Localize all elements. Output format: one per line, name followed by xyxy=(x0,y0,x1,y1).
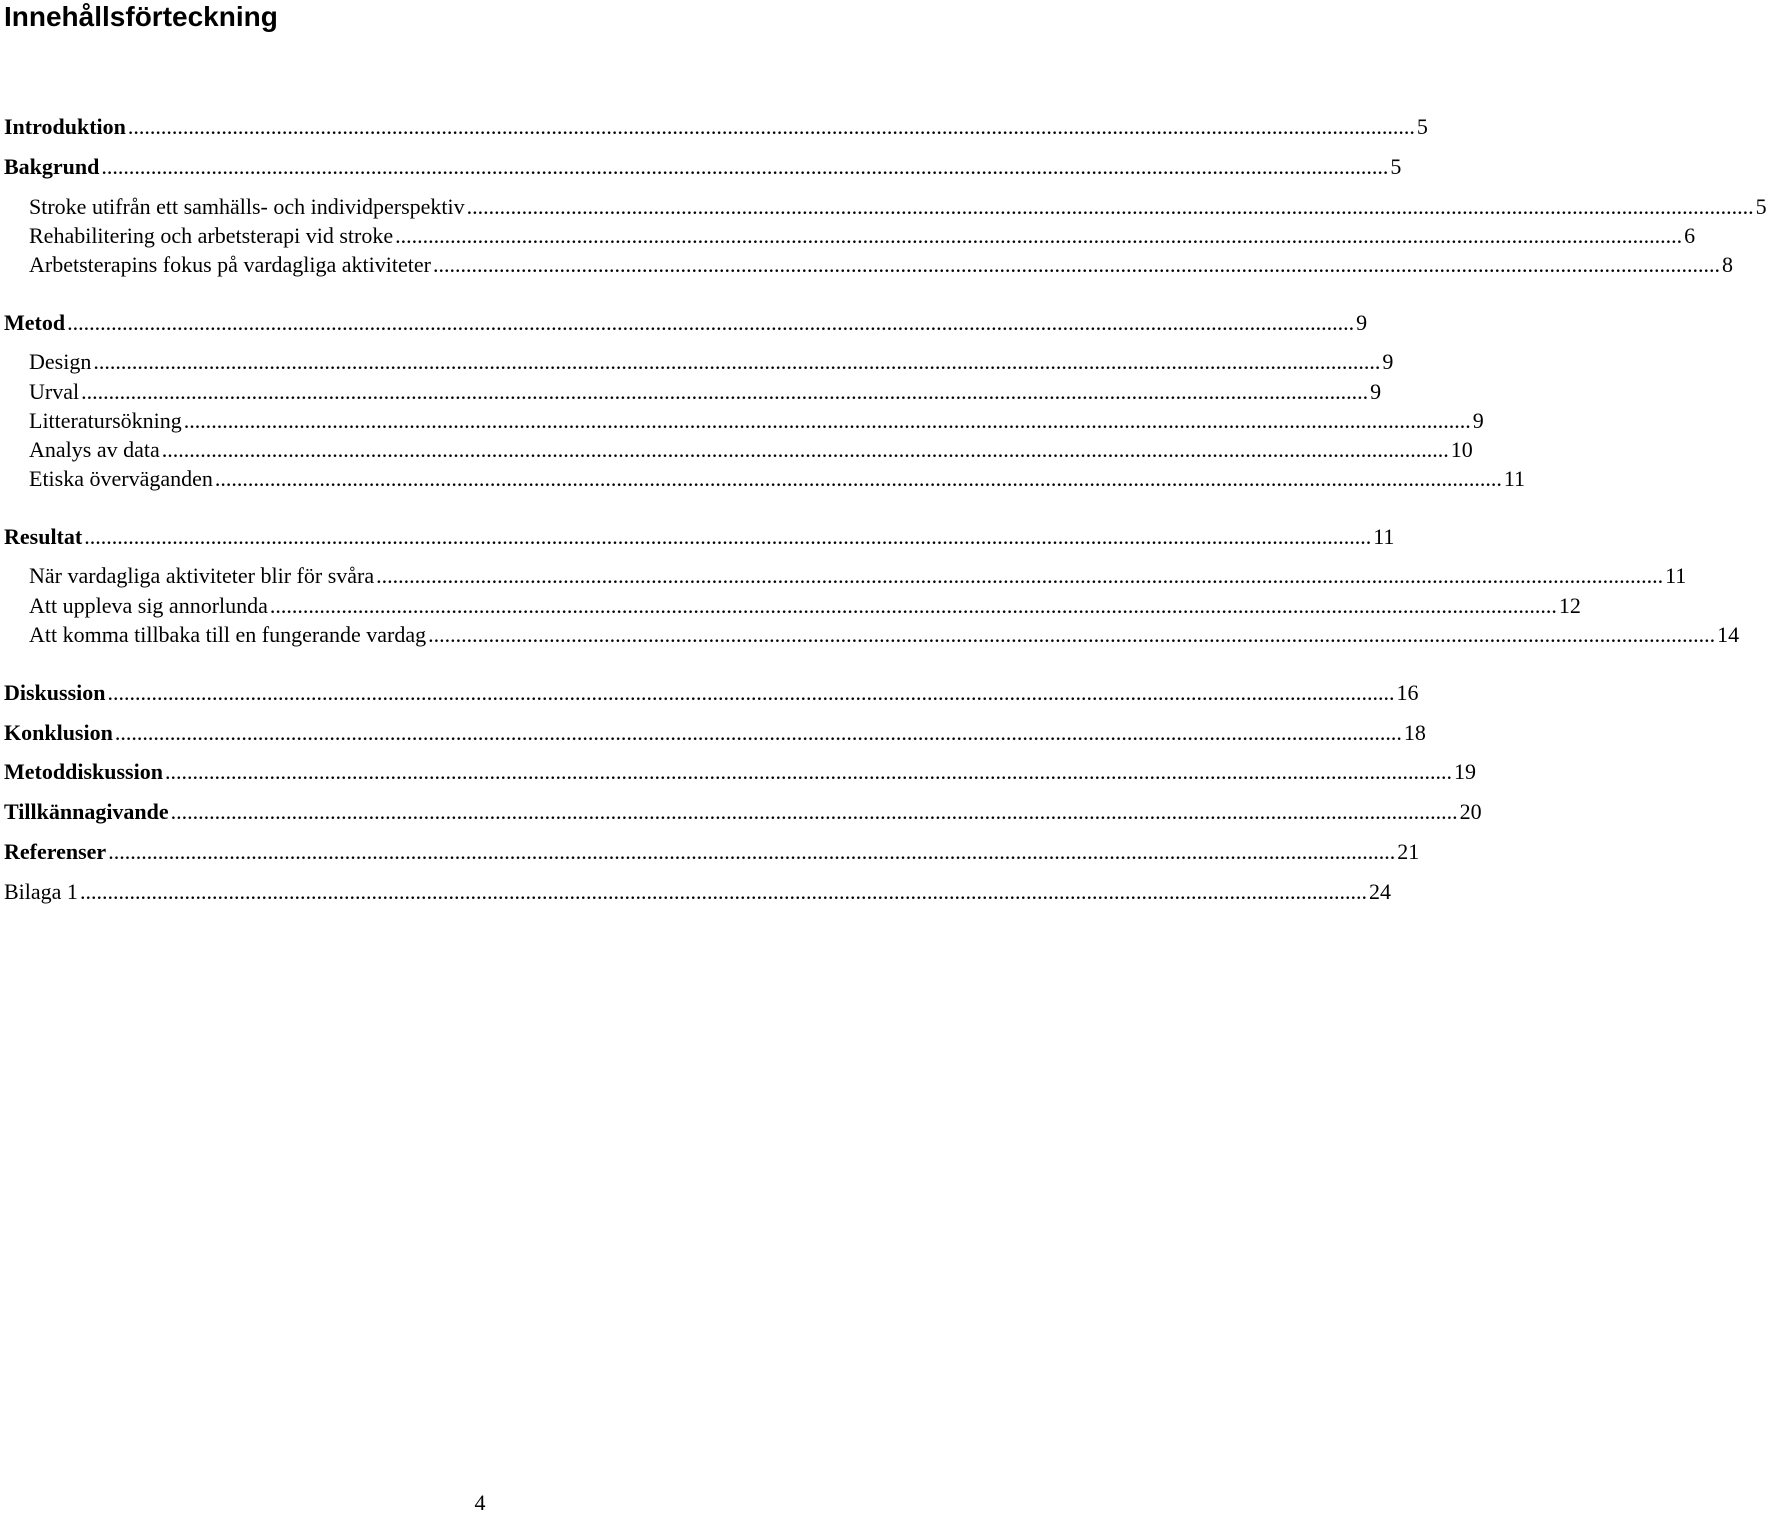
toc-entry-page: 21 xyxy=(1397,839,1420,864)
toc-entry-label: Rehabilitering och arbetsterapi vid stroke xyxy=(29,223,394,248)
toc-entry-nar-vardagliga-aktiviteter[interactable] xyxy=(0,562,1687,590)
toc-entry-label: Tillkännagivande xyxy=(4,799,169,824)
toc-leader-dots xyxy=(84,523,1371,551)
toc-entry-litteratursokning[interactable] xyxy=(0,407,1484,435)
toc-entry-page: 11 xyxy=(1503,466,1526,491)
toc-entry-label: Att komma tillbaka till en fungerande vardag xyxy=(29,622,427,647)
toc-entry-rehabilitering[interactable] xyxy=(0,222,1696,250)
toc-entry-page: 10 xyxy=(1450,437,1473,462)
toc-leader-dots xyxy=(162,436,1449,464)
toc-leader-dots xyxy=(376,562,1663,590)
toc-entry-metoddiskussion[interactable] xyxy=(0,758,1476,786)
toc-entry-label: Referenser xyxy=(4,839,107,864)
toc-entry-page: 11 xyxy=(1665,563,1687,588)
page-title: Innehållsförteckning xyxy=(4,1,278,32)
toc-entry-label: Introduktion xyxy=(4,114,126,139)
toc-entry-metod[interactable] xyxy=(0,309,1368,337)
toc-entry-label: Metod xyxy=(4,310,66,335)
toc-entry-label: Design xyxy=(29,349,92,374)
toc-entry-analys-av-data[interactable] xyxy=(0,436,1473,464)
toc-entry-label: Etiska överväganden xyxy=(29,466,213,491)
toc-entry-label: Bakgrund xyxy=(4,154,100,179)
toc-entry-label: När vardagliga aktiviteter blir för svåra xyxy=(29,563,375,588)
toc-entry-page: 5 xyxy=(1755,194,1767,219)
toc-entry-referenser[interactable] xyxy=(0,838,1420,866)
page-number: 4 xyxy=(474,1490,486,1515)
toc-entry-page: 9 xyxy=(1370,379,1382,404)
toc-entry-urval[interactable] xyxy=(0,378,1382,406)
toc-leader-dots xyxy=(115,719,1402,747)
toc-entry-page: 16 xyxy=(1396,680,1419,705)
toc-entry-page: 11 xyxy=(1373,524,1395,549)
toc-entry-page: 9 xyxy=(1472,408,1484,433)
toc-leader-dots xyxy=(93,348,1380,376)
toc-entry-label: Litteratursökning xyxy=(29,408,182,433)
toc-entry-resultat[interactable] xyxy=(0,523,1395,551)
toc-entry-page: 12 xyxy=(1558,593,1581,618)
toc-leader-dots xyxy=(395,222,1682,250)
toc-entry-label: Stroke utifrån ett samhälls- och individperspektiv xyxy=(29,194,465,219)
toc-entry-page: 8 xyxy=(1721,252,1733,277)
toc-leader-dots xyxy=(108,838,1395,866)
toc-entry-label: Att uppleva sig annorlunda xyxy=(29,593,268,618)
toc-leader-dots xyxy=(171,798,1458,826)
toc-leader-dots xyxy=(433,251,1720,279)
toc-entry-konklusion[interactable] xyxy=(0,719,1426,747)
toc-entry-page: 19 xyxy=(1453,759,1476,784)
toc-leader-dots xyxy=(81,378,1368,406)
toc-leader-dots xyxy=(101,153,1388,181)
toc-entry-att-komma-tillbaka[interactable] xyxy=(0,621,1740,649)
toc-entry-page: 14 xyxy=(1717,622,1740,647)
toc-leader-dots xyxy=(67,309,1354,337)
toc-entry-page: 9 xyxy=(1356,310,1368,335)
toc-entry-bilaga-1[interactable] xyxy=(0,878,1391,906)
toc-leader-dots xyxy=(428,621,1715,649)
toc-entry-arbetsterapins-fokus[interactable] xyxy=(0,251,1733,279)
toc-leader-dots xyxy=(467,193,1754,221)
toc-entry-design[interactable] xyxy=(0,348,1394,376)
toc-entry-label: Bilaga 1 xyxy=(4,879,78,904)
toc-entry-label: Konklusion xyxy=(4,720,113,745)
toc-entry-introduktion[interactable] xyxy=(0,113,1428,141)
toc-leader-dots xyxy=(215,465,1502,493)
toc-entry-page: 5 xyxy=(1390,154,1402,179)
toc-entry-label: Analys av data xyxy=(29,437,160,462)
toc-entry-page: 5 xyxy=(1416,114,1428,139)
toc-entry-label: Resultat xyxy=(4,524,83,549)
toc-entry-label: Diskussion xyxy=(4,680,106,705)
toc-entry-label: Metoddiskussion xyxy=(4,759,163,784)
toc-entry-att-uppleva-sig-annorlunda[interactable] xyxy=(0,592,1581,620)
toc-entry-page: 6 xyxy=(1684,223,1696,248)
toc-entry-stroke[interactable] xyxy=(0,193,1767,221)
toc-entry-diskussion[interactable] xyxy=(0,679,1419,707)
toc-leader-dots xyxy=(270,592,1557,620)
toc-leader-dots xyxy=(80,878,1367,906)
toc-entry-page: 20 xyxy=(1459,799,1482,824)
toc-entry-etiska-overvaganden[interactable] xyxy=(0,465,1526,493)
toc-entry-page: 9 xyxy=(1382,349,1394,374)
toc-entry-label: Urval xyxy=(29,379,80,404)
toc-entry-page: 24 xyxy=(1368,879,1391,904)
toc-entry-bakgrund[interactable] xyxy=(0,153,1402,181)
toc-entry-tillkannagivande[interactable] xyxy=(0,798,1482,826)
toc-leader-dots xyxy=(165,758,1452,786)
toc-leader-dots xyxy=(184,407,1471,435)
toc-leader-dots xyxy=(128,113,1415,141)
toc-leader-dots xyxy=(108,679,1395,707)
toc-entry-page: 18 xyxy=(1403,720,1426,745)
toc-entry-label: Arbetsterapins fokus på vardagliga aktiviteter xyxy=(29,252,431,277)
